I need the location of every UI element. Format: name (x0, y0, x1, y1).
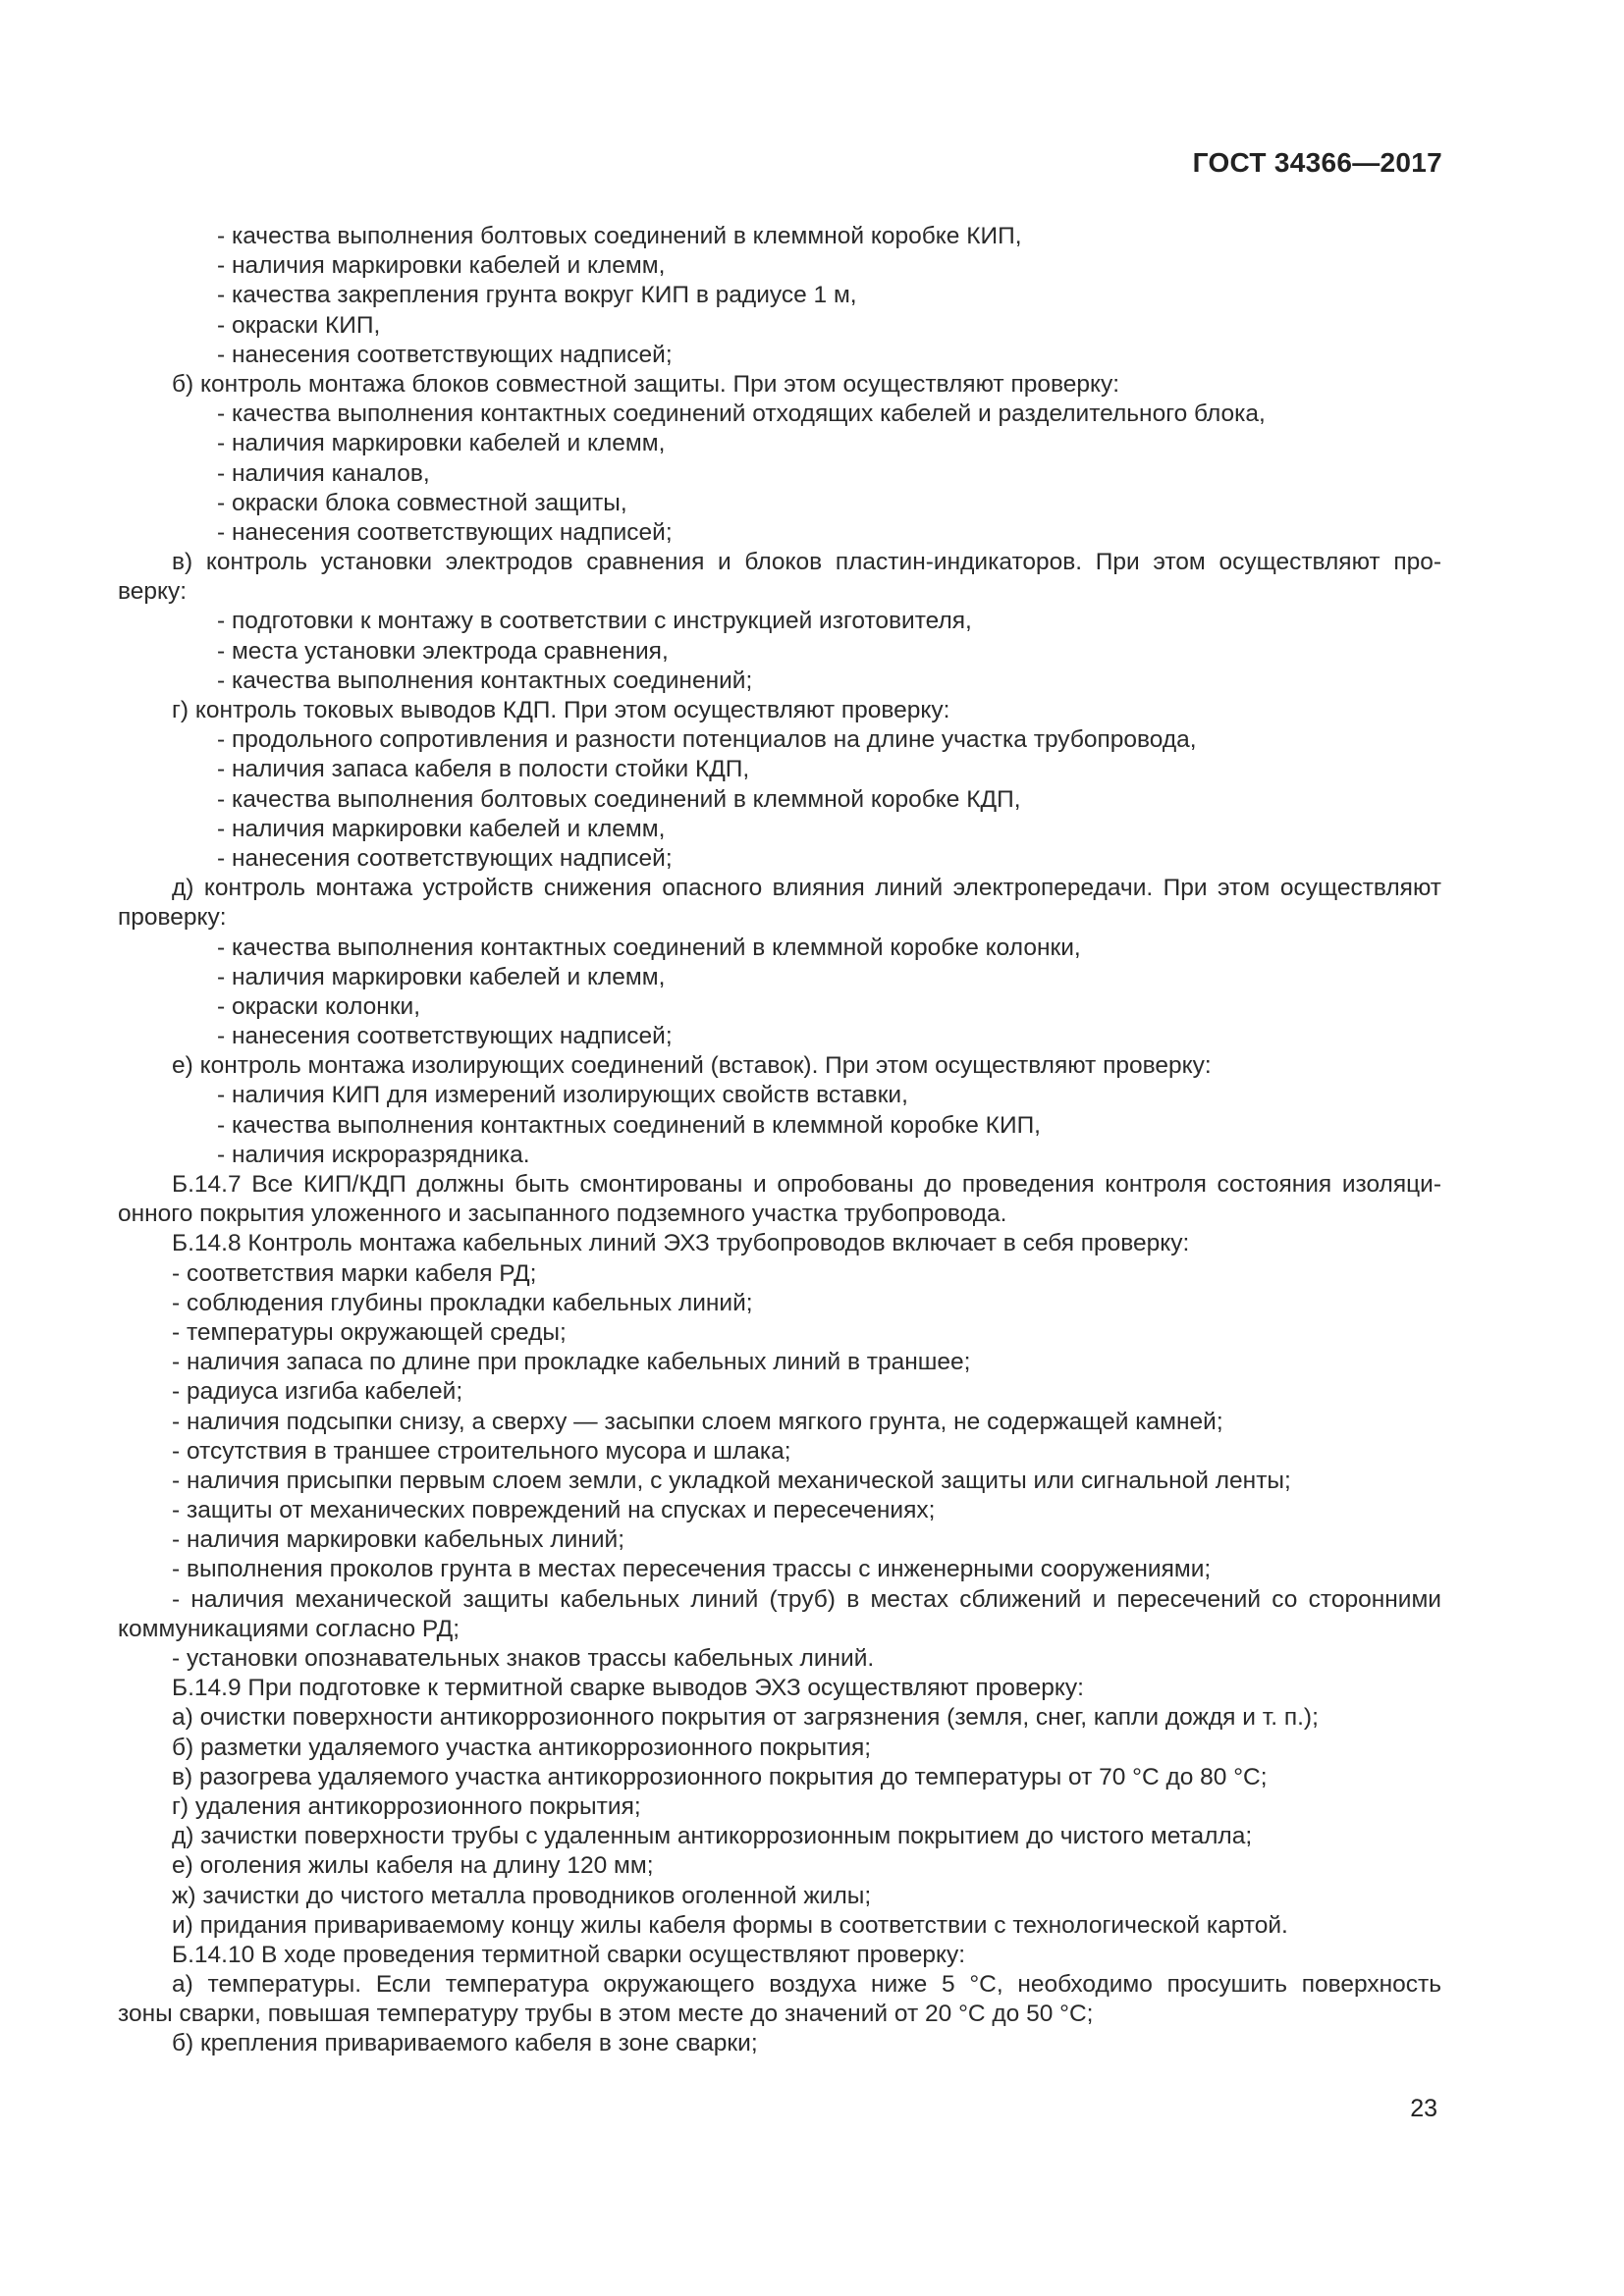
text-line: - наличия маркировки кабелей и клемм, (217, 815, 666, 842)
text-line: - продольного сопротивления и разности потенциалов на длине участка трубопровода, (217, 726, 1197, 754)
text-line: - температуры окружающей среды; (172, 1318, 567, 1346)
text-line: - качества выполнения контактных соединений отходящих кабелей и разделительного блока, (217, 400, 1266, 428)
text-line: - отсутствия в траншее строительного мусора и шлака; (172, 1437, 791, 1465)
text-line: б) крепления привариваемого кабеля в зоне сварки; (172, 2030, 758, 2057)
text-line: - наличия искроразрядника. (217, 1141, 530, 1168)
text-line: е) оголения жилы кабеля на длину 120 мм; (172, 1852, 654, 1880)
text-line: - качества выполнения контактных соединений в клеммной коробке колонки, (217, 934, 1081, 961)
text-line: д) контроль монтажа устройств снижения опасного влияния линий электропередачи. При этом осуществляют (172, 875, 1441, 902)
text-line: - качества закрепления грунта вокруг КИП в радиусе 1 м, (217, 282, 857, 309)
text-line: верку: (118, 578, 188, 606)
text-line: - нанесения соответствующих надписей; (217, 844, 673, 872)
text-line: - выполнения проколов грунта в местах пересечения трассы с инженерными сооружениями; (172, 1556, 1212, 1583)
text-line: - соответствия марки кабеля РД; (172, 1259, 537, 1287)
text-line: Б.14.8 Контроль монтажа кабельных линий ЭХЗ трубопроводов включает в себя проверку: (172, 1230, 1190, 1257)
text-line: е) контроль монтажа изолирующих соединений (вставок). При этом осуществляют проверку: (172, 1052, 1212, 1080)
text-line: - качества выполнения болтовых соединений в клеммной коробке КИП, (217, 223, 1022, 249)
text-line: коммуникациями согласно РД; (118, 1615, 460, 1642)
text-line: зоны сварки, повышая температуру трубы в этом месте до значений от 20 °С до 50 °С; (118, 2001, 1094, 2028)
text-line: Б.14.9 При подготовке к термитной сварке выводов ЭХЗ осуществляют проверку: (172, 1675, 1084, 1702)
text-line: в) контроль установки электродов сравнения и блоков пластин-индикаторов. При этом осуществляют про- (172, 549, 1441, 576)
text-line: - нанесения соответствующих надписей; (217, 341, 673, 368)
text-line: - наличия маркировки кабелей и клемм, (217, 430, 666, 457)
text-line: - наличия подсыпки снизу, а сверху — засыпки слоем мягкого грунта, не содержащей камней; (172, 1408, 1223, 1435)
page-number: 23 (1410, 2095, 1437, 2122)
text-line: и) придания привариваемому концу жилы кабеля формы в соответствии с технологической картой. (172, 1911, 1288, 1939)
text-line: - качества выполнения контактных соединений в клеммной коробке КИП, (217, 1111, 1041, 1139)
text-line: - места установки электрода сравнения, (217, 637, 669, 665)
text-line: - радиуса изгиба кабелей; (172, 1378, 463, 1406)
text-line: - установки опознавательных знаков трассы кабельных линий. (172, 1645, 875, 1672)
text-line: - нанесения соответствующих надписей; (217, 1023, 673, 1050)
text-line: - наличия каналов, (217, 459, 430, 487)
document-body (118, 222, 1441, 2059)
text-line: - подготовки к монтажу в соответствии с инструкцией изготовителя, (217, 608, 972, 635)
text-line: б) контроль монтажа блоков совместной защиты. При этом осуществляют проверку: (172, 370, 1119, 398)
text-line: - качества выполнения болтовых соединений в клеммной коробке КДП, (217, 785, 1021, 813)
text-line: - окраски колонки, (217, 992, 421, 1020)
text-line: - наличия запаса кабеля в полости стойки КДП, (217, 756, 750, 783)
text-line: - наличия КИП для измерений изолирующих свойств вставки, (217, 1082, 908, 1109)
text-line: д) зачистки поверхности трубы с удаленным антикоррозионным покрытием до чистого металла; (172, 1823, 1253, 1850)
text-line: - соблюдения глубины прокладки кабельных линий; (172, 1289, 753, 1316)
text-line: - окраски КИП, (217, 311, 381, 339)
document-header: ГОСТ 34366—2017 (1192, 147, 1442, 178)
text-line: - окраски блока совместной защиты, (217, 489, 627, 516)
text-line: а) температуры. Если температура окружающего воздуха ниже 5 °С, необходимо просушить поверхность (172, 1971, 1441, 1999)
text-line: б) разметки удаляемого участка антикоррозионного покрытия; (172, 1734, 872, 1761)
text-line: - качества выполнения контактных соединений; (217, 667, 753, 694)
text-line: - наличия маркировки кабельных линий; (172, 1526, 625, 1554)
text-line: - наличия запаса по длине при прокладке кабельных линий в траншее; (172, 1349, 971, 1376)
text-line: онного покрытия уложенного и засыпанного подземного участка трубопровода. (118, 1201, 1007, 1228)
text-line: Б.14.7 Все КИП/КДП должны быть смонтированы и опробованы до проведения контроля состояния изоляци- (172, 1171, 1441, 1198)
text-line: - наличия присыпки первым слоем земли, с укладкой механической защиты или сигнальной ленты; (172, 1467, 1291, 1494)
text-line: а) очистки поверхности антикоррозионного покрытия от загрязнения (земля, снег, капли дождя и т. п.); (172, 1704, 1319, 1732)
text-line: - защиты от механических повреждений на спусках и пересечениях; (172, 1497, 936, 1524)
text-line: - наличия механической защиты кабельных линий (труб) в местах сближений и пересечений со сторонними (172, 1585, 1441, 1613)
text-line: в) разогрева удаляемого участка антикоррозионного покрытия до температуры от 70 °С до 80 °С; (172, 1763, 1268, 1790)
text-line: - наличия маркировки кабелей и клемм, (217, 963, 666, 990)
text-line: - наличия маркировки кабелей и клемм, (217, 252, 666, 280)
text-line: проверку: (118, 904, 227, 932)
text-line: Б.14.10 В ходе проведения термитной сварки осуществляют проверку: (172, 1941, 966, 1968)
text-line: г) контроль токовых выводов КДП. При этом осуществляют проверку: (172, 697, 950, 723)
text-line: г) удаления антикоррозионного покрытия; (172, 1792, 641, 1820)
text-line: ж) зачистки до чистого металла проводников оголенной жилы; (172, 1882, 872, 1909)
text-line: - нанесения соответствующих надписей; (217, 518, 673, 546)
